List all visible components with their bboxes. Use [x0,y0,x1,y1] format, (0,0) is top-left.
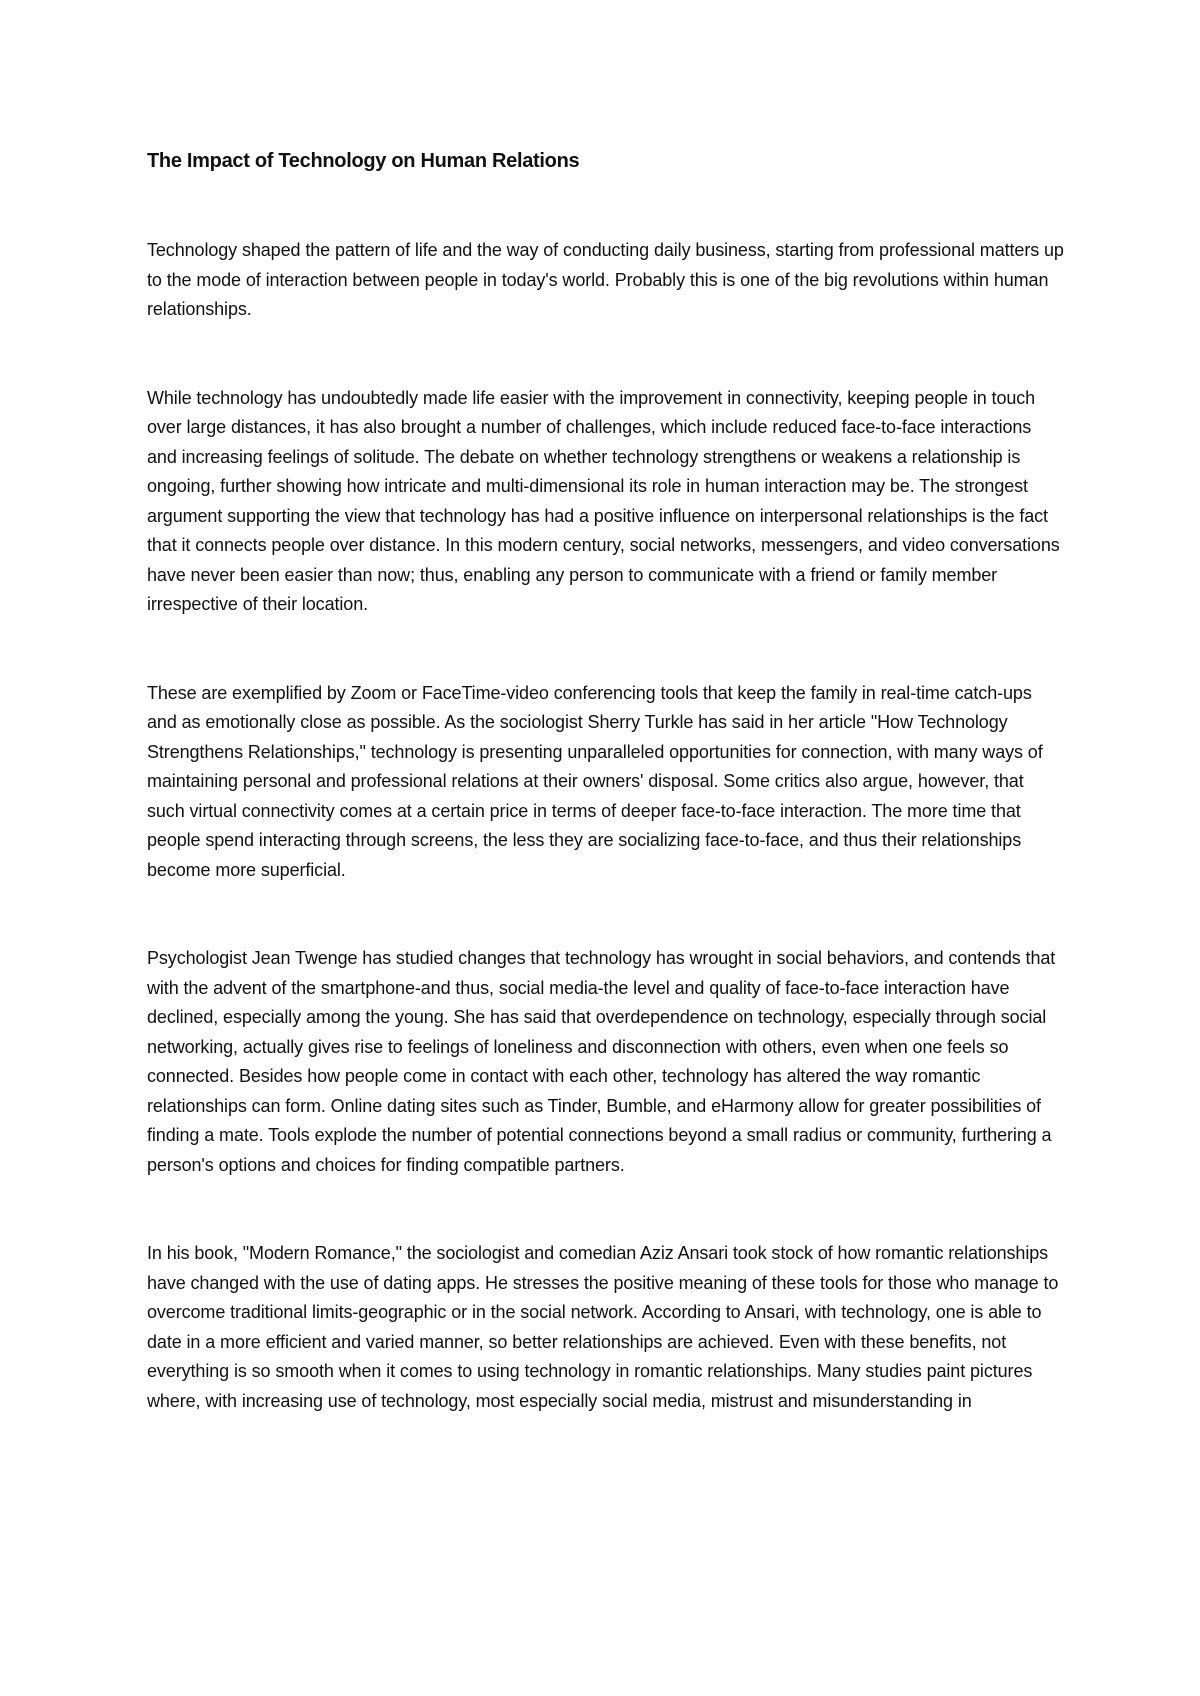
paragraph-connectivity: While technology has undoubtedly made life easier with the improvement in connectivity, keeping people in touch over large distances, it has also brought a number of challenges, which include reduced face-to-face interactions and increasing feelings of solitude. The debate on whether technology strengthens or weakens a relationship is ongoing, further showing how intricate and multi-dimensional its role in human interaction may be. The strongest argument supporting the view that technology has had a positive influence on interpersonal relationships is the fact that it connects people over distance. In this modern century, social networks, messengers, and video conversations have never been easier than now; thus, enabling any person to communicate with a friend or family member irrespective of their location. [147,387,1060,614]
spacer [147,1180,1065,1239]
paragraph-modern-romance: In his book, "Modern Romance," the sociologist and comedian Aziz Ansari took stock of how romantic relationships have changed with the use of dating apps. He stresses the positive meaning of these tools for those who manage to overcome traditional limits-geographic or in the social network. According to Ansari, with technology, one is able to date in a more efficient and varied manner, so better relationships are achieved. Even with these benefits, not everything is so smooth when it comes to using technology in romantic relationships. Many studies paint pictures where, with increasing use of technology, most especially social media, mistrust and misunderstanding in [147,1243,1059,1411]
document-title: The Impact of Technology on Human Relations [147,150,580,172]
paragraph-twenge: Psychologist Jean Twenge has studied changes that technology has wrought in social behaviors, and contends that with the advent of the smartphone-and thus, social media-the level and quality of face-to-face interaction have declined, especially among the young. She has said that overdependence on technology, especially through social networking, actually gives rise to feelings of loneliness and disconnection with others, even when one feels so connected. Besides how people come in contact with each other, technology has altered the way romantic relationships can form. Online dating sites such as Tinder, Bumble, and eHarmony allow for greater possibilities of finding a mate. Tools explode the number of potential connections beyond a small radius or community, furthering a person's options and choices for finding compatible partners. [147,948,1056,1175]
spacer [147,885,1065,944]
document-body [147,146,1065,1416]
paragraph-video-conferencing: These are exemplified by Zoom or FaceTime-video conferencing tools that keep the family in real-time catch-ups and as emotionally close as possible. As the sociologist Sherry Turkle has said in her article "How Technology Strengthens Relationships," technology is presenting unparalleled opportunities for connection, with many ways of maintaining personal and professional relations at their owners' disposal. Some critics also argue, however, that such virtual connectivity comes at a certain price in terms of deeper face-to-face interaction. The more time that people spend interacting through screens, the less they are socializing face-to-face, and thus their relationships become more superficial. [147,682,1043,880]
spacer [147,325,1065,384]
paragraph-intro: Technology shaped the pattern of life and the way of conducting daily business, starting from professional matters up to the mode of interaction between people in today's world. Probably this is one of the big revolutions within human relationships. [147,240,1064,319]
spacer [147,176,1065,236]
spacer [147,620,1065,679]
